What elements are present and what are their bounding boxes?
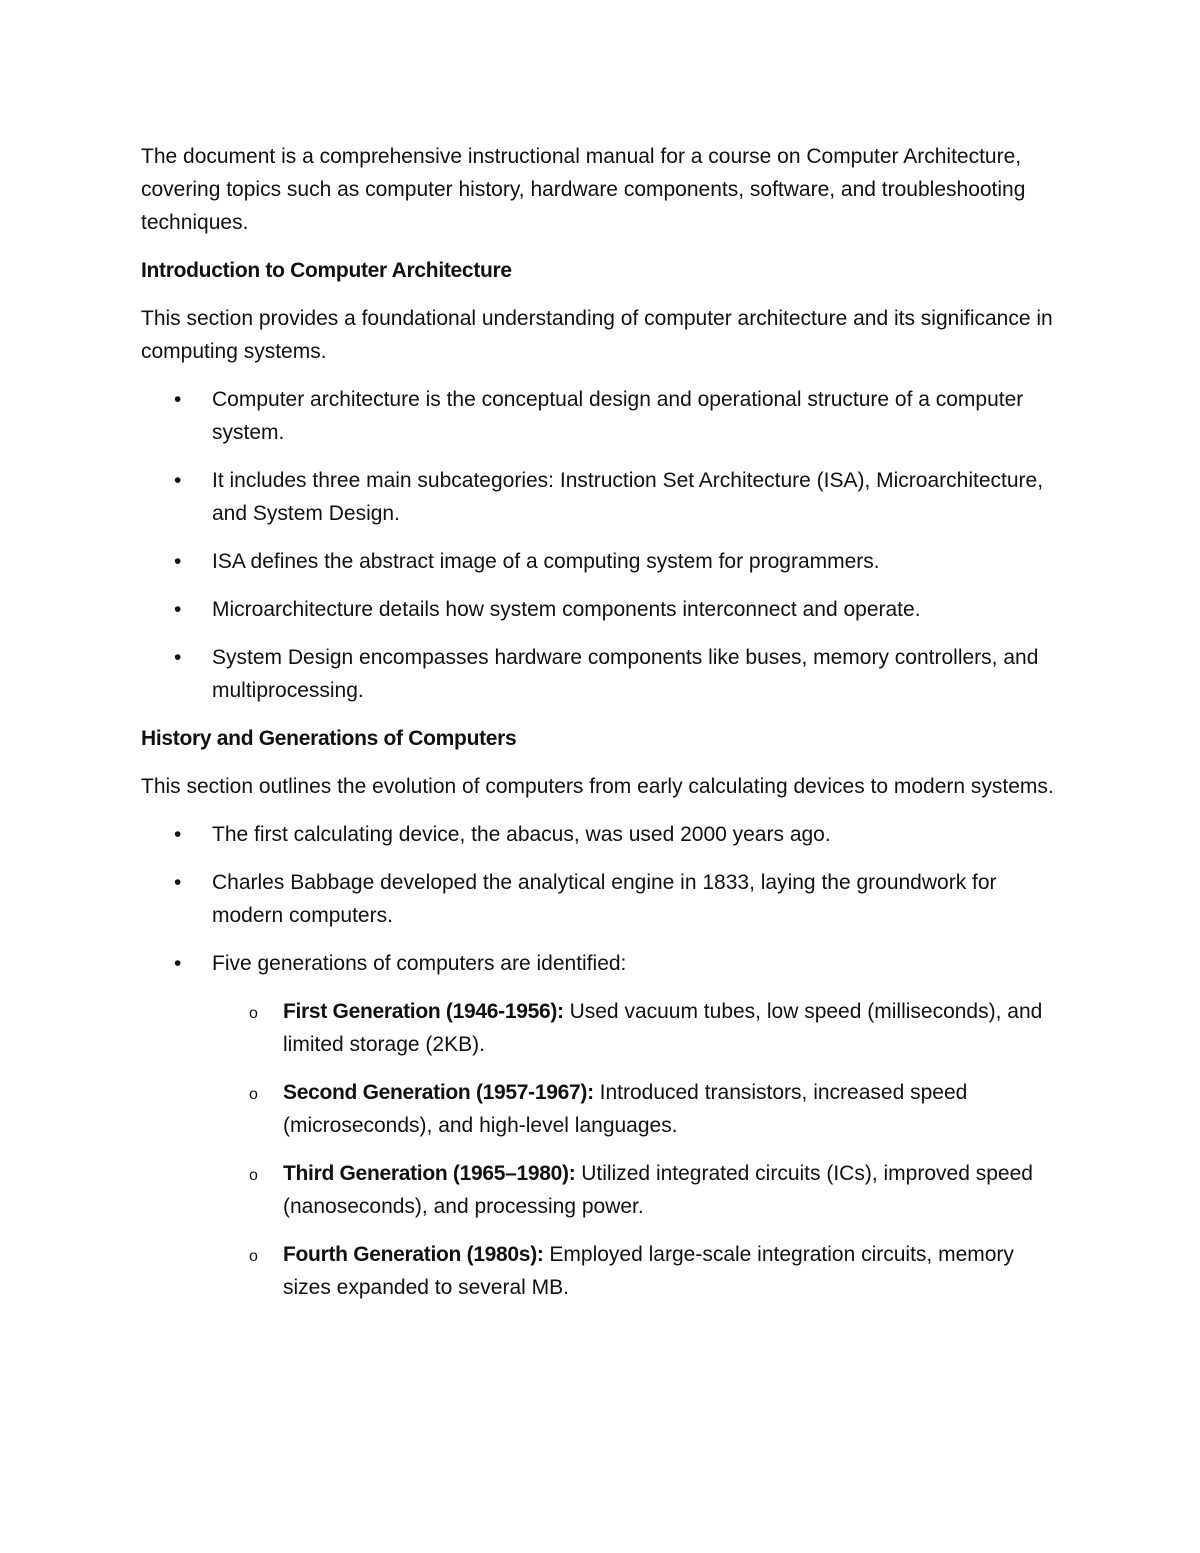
- section-heading-history: History and Generations of Computers: [141, 727, 517, 750]
- list-item: [141, 947, 1066, 1304]
- list-item: [141, 464, 1066, 530]
- section-heading-introduction: Introduction to Computer Architecture: [141, 259, 512, 282]
- bullet-marker: •: [174, 469, 182, 492]
- list-item-text: ISA defines the abstract image of a computing system for programmers.: [212, 550, 880, 573]
- list-item: [141, 545, 1066, 578]
- history-bullet-list: [141, 818, 1066, 1304]
- sub-list-item: [141, 1238, 1066, 1304]
- sub-bullet-marker: o: [249, 1248, 258, 1265]
- sub-bullet-marker: o: [249, 1167, 258, 1184]
- sub-list-item: [141, 1157, 1066, 1223]
- generation-label: Third Generation (1965–1980):: [283, 1162, 576, 1185]
- sub-bullet-marker: o: [249, 1086, 258, 1103]
- sub-list-item: [141, 1076, 1066, 1142]
- list-item: [141, 383, 1066, 449]
- generation-label: Second Generation (1957-1967):: [283, 1081, 594, 1104]
- generation-description: Used vacuum tubes, low speed (milliseconds), and limited storage (2KB).: [283, 1000, 1043, 1056]
- bullet-marker: •: [174, 598, 182, 621]
- list-item-text: Charles Babbage developed the analytical engine in 1833, laying the groundwork for modern computers.: [212, 871, 997, 927]
- bullet-marker: •: [174, 871, 182, 894]
- bullet-marker: •: [174, 550, 182, 573]
- generation-label: First Generation (1946-1956):: [283, 1000, 564, 1023]
- section-summary-introduction: This section provides a foundational understanding of computer architecture and its significance in computing systems.: [141, 307, 1053, 363]
- list-item: [141, 641, 1066, 707]
- list-item: [141, 866, 1066, 932]
- list-item-text: The first calculating device, the abacus, was used 2000 years ago.: [212, 823, 831, 846]
- list-item-text: Microarchitecture details how system components interconnect and operate.: [212, 598, 921, 621]
- list-item-text: System Design encompasses hardware components like buses, memory controllers, and multiprocessing.: [212, 646, 1039, 702]
- generation-description: Utilized integrated circuits (ICs), improved speed (nanoseconds), and processing power.: [283, 1162, 1033, 1218]
- bullet-marker: •: [174, 823, 182, 846]
- bullet-marker: •: [174, 952, 182, 975]
- sub-bullet-marker: o: [249, 1005, 258, 1022]
- generation-description: Employed large-scale integration circuits, memory sizes expanded to several MB.: [283, 1243, 1014, 1299]
- list-item: [141, 818, 1066, 851]
- list-item: [141, 593, 1066, 626]
- introduction-bullet-list: [141, 383, 1066, 707]
- intro-paragraph: The document is a comprehensive instructional manual for a course on Computer Architecture, covering topics such as computer history, hardware components, software, and troubleshooting techniques.: [141, 145, 1026, 234]
- generation-label: Fourth Generation (1980s):: [283, 1243, 544, 1266]
- list-item-text: Five generations of computers are identified:: [212, 952, 627, 975]
- sub-list-item: [141, 995, 1066, 1061]
- section-summary-history: This section outlines the evolution of computers from early calculating devices to modern systems.: [141, 775, 1054, 798]
- generations-sub-list: [212, 995, 1066, 1304]
- generation-description: Introduced transistors, increased speed (microseconds), and high-level languages.: [283, 1081, 968, 1137]
- bullet-marker: •: [174, 388, 182, 411]
- document-page: [141, 140, 1066, 1319]
- list-item-text: Computer architecture is the conceptual design and operational structure of a computer system.: [212, 388, 1024, 444]
- list-item-text: It includes three main subcategories: Instruction Set Architecture (ISA), Microarchitecture, and System Design.: [212, 469, 1044, 525]
- bullet-marker: •: [174, 646, 182, 669]
